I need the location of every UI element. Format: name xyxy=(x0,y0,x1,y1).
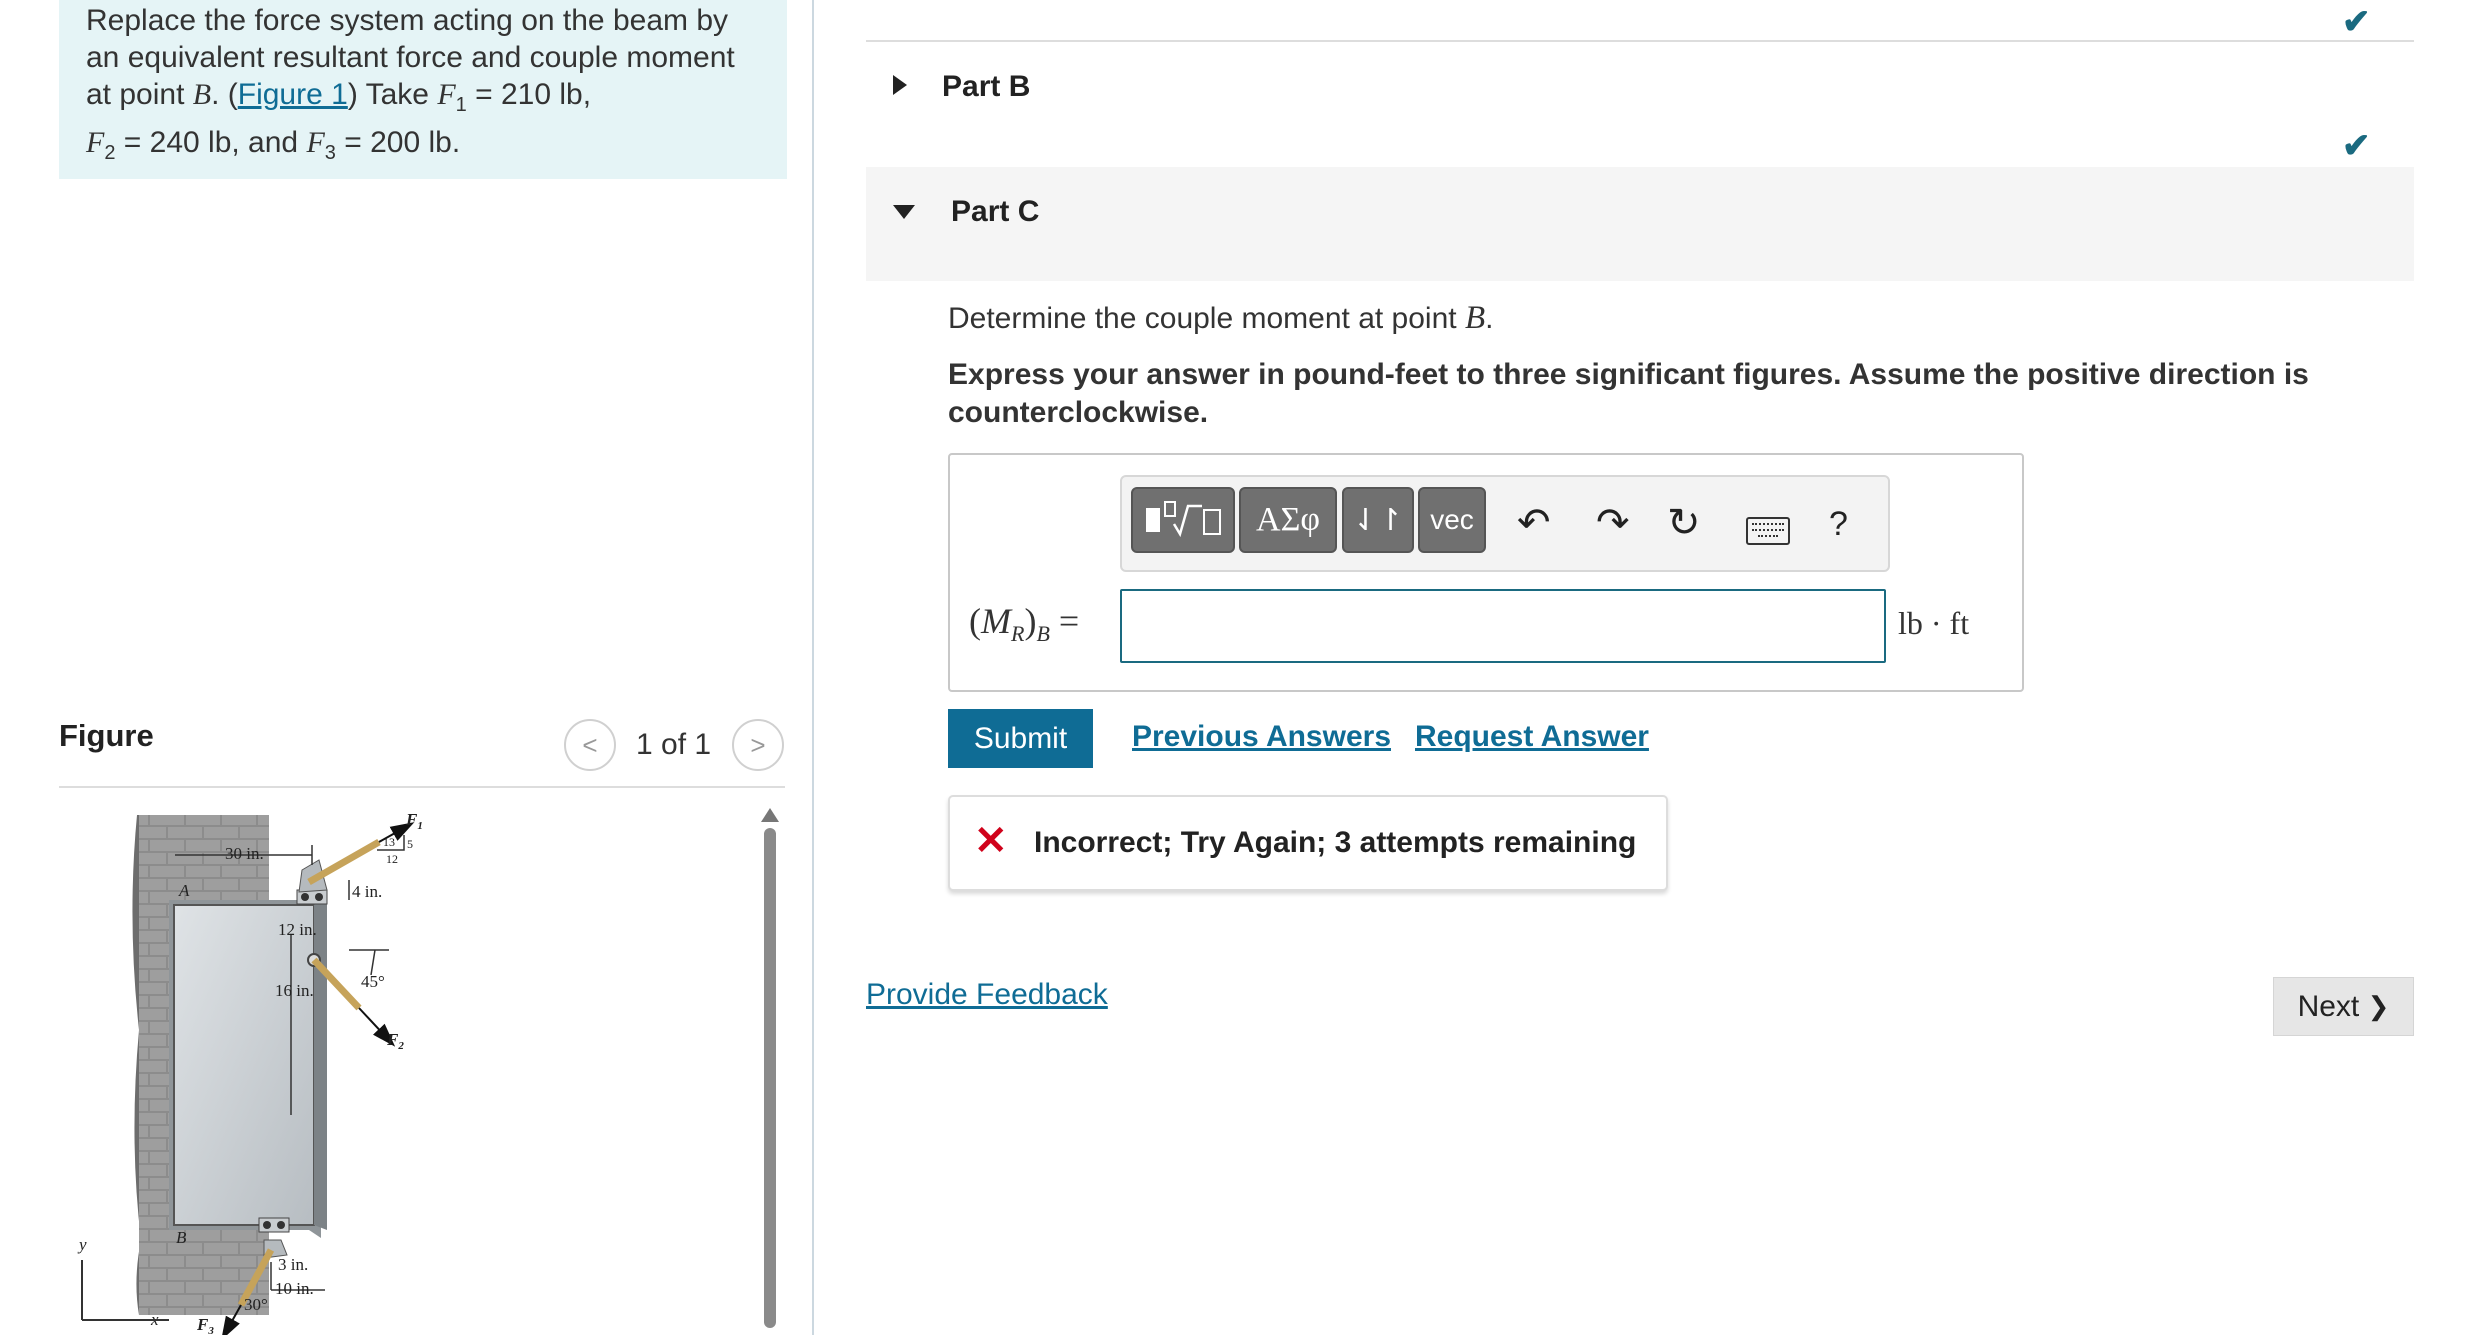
dim-30-label: 30 in. xyxy=(225,844,264,863)
dim-3-label: 3 in. xyxy=(278,1255,309,1274)
x-icon: ✕ xyxy=(974,819,1008,863)
greek-symbols-button[interactable]: ΑΣφ xyxy=(1239,487,1337,553)
f3-symbol: F xyxy=(306,126,325,159)
slope-5-label: 5 xyxy=(407,837,413,851)
question-text xyxy=(948,300,1493,337)
chevron-left-icon: < xyxy=(582,729,598,760)
f1-symbol: F xyxy=(437,78,456,111)
chevron-right-icon: > xyxy=(750,729,766,760)
subscript-superscript-button[interactable]: ⇃↾ xyxy=(1342,487,1414,553)
f2-symbol: F xyxy=(86,126,105,159)
check-icon: ✔ xyxy=(2342,127,2371,165)
problem-text-2: . ( xyxy=(211,78,238,111)
beam-figure xyxy=(59,800,759,1335)
figure-page-count: 1 of 1 xyxy=(636,728,712,761)
figure-heading: Figure xyxy=(59,718,154,753)
force-f3-symbol: F xyxy=(197,1315,209,1334)
figure-next-button[interactable] xyxy=(732,719,784,771)
label-r: R xyxy=(1011,621,1025,647)
panel-divider xyxy=(812,0,814,1335)
dim-16-label: 16 in. xyxy=(275,981,314,1000)
caret-right-icon[interactable] xyxy=(893,75,907,95)
angle-30-label: 30° xyxy=(244,1295,268,1314)
answer-label xyxy=(969,600,1079,647)
undo-icon[interactable]: ↶ xyxy=(1517,501,1551,545)
next-button[interactable] xyxy=(2273,977,2414,1036)
f2-sub: 2 xyxy=(104,142,116,164)
force-f2-label xyxy=(386,1030,404,1052)
reset-icon[interactable]: ↻ xyxy=(1667,501,1701,545)
figure-link[interactable]: Figure 1 xyxy=(237,78,348,111)
part-c-header-bar[interactable] xyxy=(866,167,2414,281)
problem-statement xyxy=(86,2,766,172)
label-close-paren: ) xyxy=(1024,601,1037,641)
problem-text-1: Replace the force system acting on the beam by an equivalent resultant force and couple moment at point xyxy=(86,4,735,111)
label-m: M xyxy=(981,601,1011,641)
scroll-thumb[interactable] xyxy=(764,828,776,1328)
answer-units: lb · ft xyxy=(1898,605,1970,641)
problem-point: B xyxy=(192,78,212,111)
answer-input[interactable] xyxy=(1120,589,1886,663)
f1-value: = 210 lb, xyxy=(466,78,592,111)
f3-sub: 3 xyxy=(324,142,336,164)
dim-12-label: 12 in. xyxy=(278,920,317,939)
feedback-message: Incorrect; Try Again; 3 attempts remaining xyxy=(1034,826,1637,859)
request-answer-link[interactable]: Request Answer xyxy=(1415,720,1649,753)
keyboard-icon[interactable] xyxy=(1746,517,1790,545)
part-b-header[interactable]: Part B xyxy=(942,70,1031,103)
question-period: . xyxy=(1485,302,1494,335)
beam-plate xyxy=(169,892,327,1238)
part-divider xyxy=(866,40,2414,42)
chevron-right-icon: ❯ xyxy=(2367,991,2390,1021)
point-a-label: A xyxy=(179,881,190,900)
vector-button[interactable]: vec xyxy=(1418,487,1486,553)
templates-icon xyxy=(1140,498,1226,542)
check-icon: ✔ xyxy=(2342,3,2371,41)
dim-10-label: 10 in. xyxy=(275,1279,314,1298)
answer-instructions: Express your answer in pound-feet to three significant figures. Assume the positive direction is counterclockwise. xyxy=(948,358,2309,429)
next-label: Next xyxy=(2297,989,2360,1023)
redo-icon[interactable]: ↷ xyxy=(1596,501,1630,545)
f3-value: = 200 lb. xyxy=(335,126,461,159)
dim-4-label: 4 in. xyxy=(352,882,383,901)
label-equals: = xyxy=(1049,601,1080,641)
question-body: Determine the couple moment at point xyxy=(948,302,1465,335)
force-f2-symbol: F xyxy=(387,1030,399,1049)
templates-button[interactable] xyxy=(1131,487,1235,553)
part-c-header[interactable]: Part C xyxy=(951,195,1040,228)
previous-answers-link[interactable]: Previous Answers xyxy=(1132,720,1391,753)
caret-down-icon[interactable] xyxy=(893,205,915,219)
angle-45-label: 45° xyxy=(361,972,385,991)
axis-y-label: y xyxy=(79,1235,87,1254)
axis-x-label: x xyxy=(151,1310,159,1329)
force-f1-label xyxy=(405,810,423,832)
figure-divider xyxy=(59,786,785,788)
submit-button[interactable]: Submit xyxy=(948,709,1093,768)
question-point: B xyxy=(1464,300,1486,336)
figure-prev-button[interactable] xyxy=(564,719,616,771)
label-b: B xyxy=(1036,621,1050,647)
slope-12-label: 12 xyxy=(386,852,398,866)
slope-13-label: 13 xyxy=(383,835,395,849)
point-b-label: B xyxy=(176,1228,187,1247)
label-open-paren: ( xyxy=(969,601,981,641)
force-f1-sub: 1 xyxy=(417,820,423,832)
provide-feedback-link[interactable]: Provide Feedback xyxy=(866,978,1108,1011)
force-f2-sub: 2 xyxy=(398,1040,404,1052)
f1-sub: 1 xyxy=(455,94,467,116)
scroll-up-icon[interactable] xyxy=(761,808,779,822)
problem-text-3: ) Take xyxy=(347,78,438,111)
force-f3-label xyxy=(196,1315,214,1335)
figure-scrollbar[interactable] xyxy=(757,800,783,1335)
force-f3-sub: 3 xyxy=(208,1325,214,1335)
force-f1-symbol: F xyxy=(406,810,418,829)
f2-value: = 240 lb, and xyxy=(115,126,307,159)
help-icon[interactable]: ? xyxy=(1829,505,1848,543)
